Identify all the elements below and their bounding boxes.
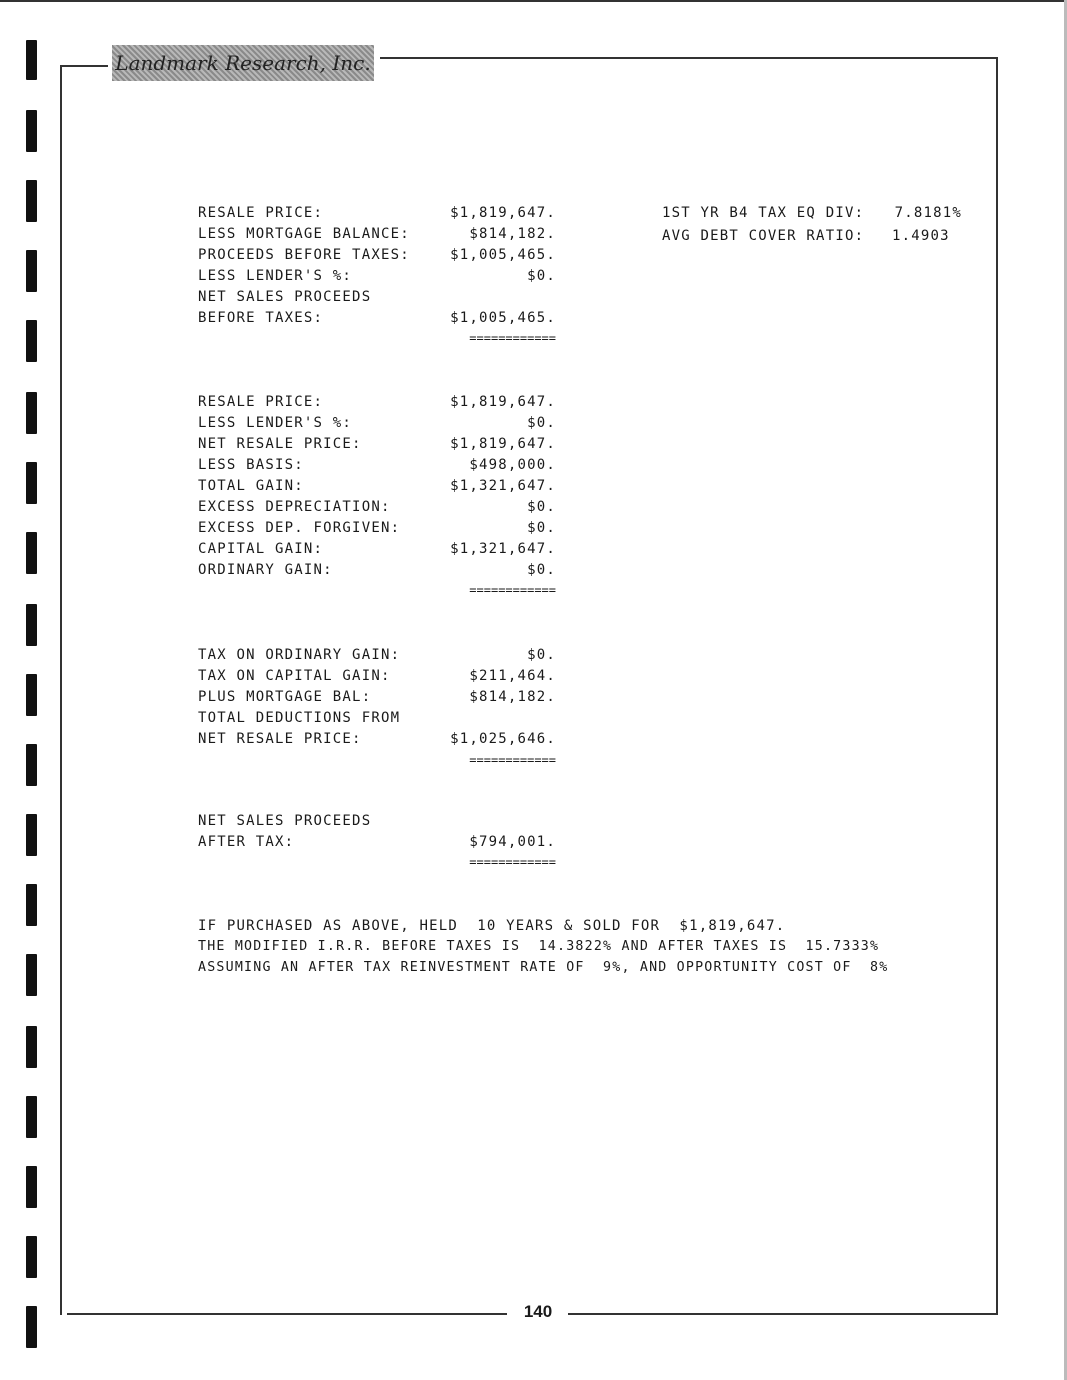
row-value: $498,000.: [469, 457, 556, 473]
binding-hole: [26, 1306, 37, 1348]
binding-hole: [26, 674, 37, 716]
row-value: $0.: [527, 520, 556, 536]
row-value: $1,025,646.: [450, 731, 556, 747]
row-value: $211,464.: [469, 668, 556, 684]
ratio-value: 1.4903: [892, 228, 950, 244]
binding-hole: [26, 180, 37, 222]
row-value: $0.: [527, 415, 556, 431]
total-rule: ============: [469, 855, 556, 869]
row-value: $814,182.: [469, 226, 556, 242]
row-value: $0.: [527, 647, 556, 663]
row-label: LESS MORTGAGE BALANCE:: [198, 226, 410, 242]
ratio-label: 1ST YR B4 TAX EQ DIV:: [662, 205, 865, 221]
row-label: CAPITAL GAIN:: [198, 541, 324, 557]
row-label: EXCESS DEP. FORGIVEN:: [198, 520, 401, 536]
binding-hole: [26, 320, 37, 362]
row-value: $1,005,465.: [450, 247, 556, 263]
row-label: RESALE PRICE:: [198, 205, 324, 221]
frame-border-bottom-left: [67, 1313, 507, 1315]
row-value: $1,321,647.: [450, 541, 556, 557]
row-label: PLUS MORTGAGE BAL:: [198, 689, 372, 705]
company-logo: [112, 45, 374, 81]
binding-hole: [26, 604, 37, 646]
row-value: $1,005,465.: [450, 310, 556, 326]
total-rule: ============: [469, 331, 556, 345]
row-value: $0.: [527, 499, 556, 515]
row-value: $814,182.: [469, 689, 556, 705]
row-value: $1,321,647.: [450, 478, 556, 494]
frame-border-top-right: [380, 57, 998, 59]
binding-hole: [26, 40, 37, 80]
binding-hole: [26, 1166, 37, 1208]
total-rule: ============: [469, 753, 556, 767]
company-logo-text: Landmark Research, Inc.: [115, 51, 371, 75]
binding-hole: [26, 954, 37, 996]
binding-hole: [26, 814, 37, 856]
total-rule: ============: [469, 583, 556, 597]
frame-border-top-left: [60, 65, 108, 67]
row-label: NET SALES PROCEEDS: [198, 289, 372, 305]
binding-hole: [26, 110, 37, 152]
row-label: NET SALES PROCEEDS: [198, 813, 372, 829]
row-value: $1,819,647.: [450, 436, 556, 452]
row-label: TAX ON ORDINARY GAIN:: [198, 647, 401, 663]
row-label: RESALE PRICE:: [198, 394, 324, 410]
ratio-value: 7.8181%: [894, 205, 962, 221]
row-label: TOTAL DEDUCTIONS FROM: [198, 710, 401, 726]
binding-hole: [26, 1026, 37, 1068]
binding-hole: [26, 884, 37, 926]
binding-hole: [26, 1236, 37, 1278]
row-label: TAX ON CAPITAL GAIN:: [198, 668, 391, 684]
row-label: NET RESALE PRICE:: [198, 731, 362, 747]
summary-line: IF PURCHASED AS ABOVE, HELD 10 YEARS & SOLD FOR $1,819,647.: [198, 918, 786, 934]
row-label: TOTAL GAIN:: [198, 478, 304, 494]
row-label: LESS LENDER'S %:: [198, 415, 353, 431]
row-value: $0.: [527, 562, 556, 578]
row-label: ORDINARY GAIN:: [198, 562, 333, 578]
row-label: EXCESS DEPRECIATION:: [198, 499, 391, 515]
binding-hole: [26, 462, 37, 504]
binding-hole: [26, 392, 37, 434]
binding-hole: [26, 744, 37, 786]
row-label: BEFORE TAXES:: [198, 310, 324, 326]
row-value: $1,819,647.: [450, 394, 556, 410]
summary-line: ASSUMING AN AFTER TAX REINVESTMENT RATE OF 9%, AND OPPORTUNITY COST OF 8%: [198, 960, 889, 975]
row-value: $0.: [527, 268, 556, 284]
frame-border-bottom-right: [568, 1313, 998, 1315]
row-label: PROCEEDS BEFORE TAXES:: [198, 247, 410, 263]
ratio-label: AVG DEBT COVER RATIO:: [662, 228, 865, 244]
row-label: LESS BASIS:: [198, 457, 304, 473]
frame-border-right: [996, 57, 998, 1315]
page-top-edge: [0, 0, 1067, 2]
row-label: AFTER TAX:: [198, 834, 295, 850]
page-number: 140: [523, 1302, 553, 1321]
binding-hole: [26, 532, 37, 574]
row-value: $794,001.: [469, 834, 556, 850]
frame-border-left: [60, 65, 62, 1315]
row-label: LESS LENDER'S %:: [198, 268, 353, 284]
binding-hole: [26, 1096, 37, 1138]
summary-line: THE MODIFIED I.R.R. BEFORE TAXES IS 14.3822% AND AFTER TAXES IS 15.7333%: [198, 939, 880, 954]
binding-hole: [26, 250, 37, 292]
row-label: NET RESALE PRICE:: [198, 436, 362, 452]
row-value: $1,819,647.: [450, 205, 556, 221]
